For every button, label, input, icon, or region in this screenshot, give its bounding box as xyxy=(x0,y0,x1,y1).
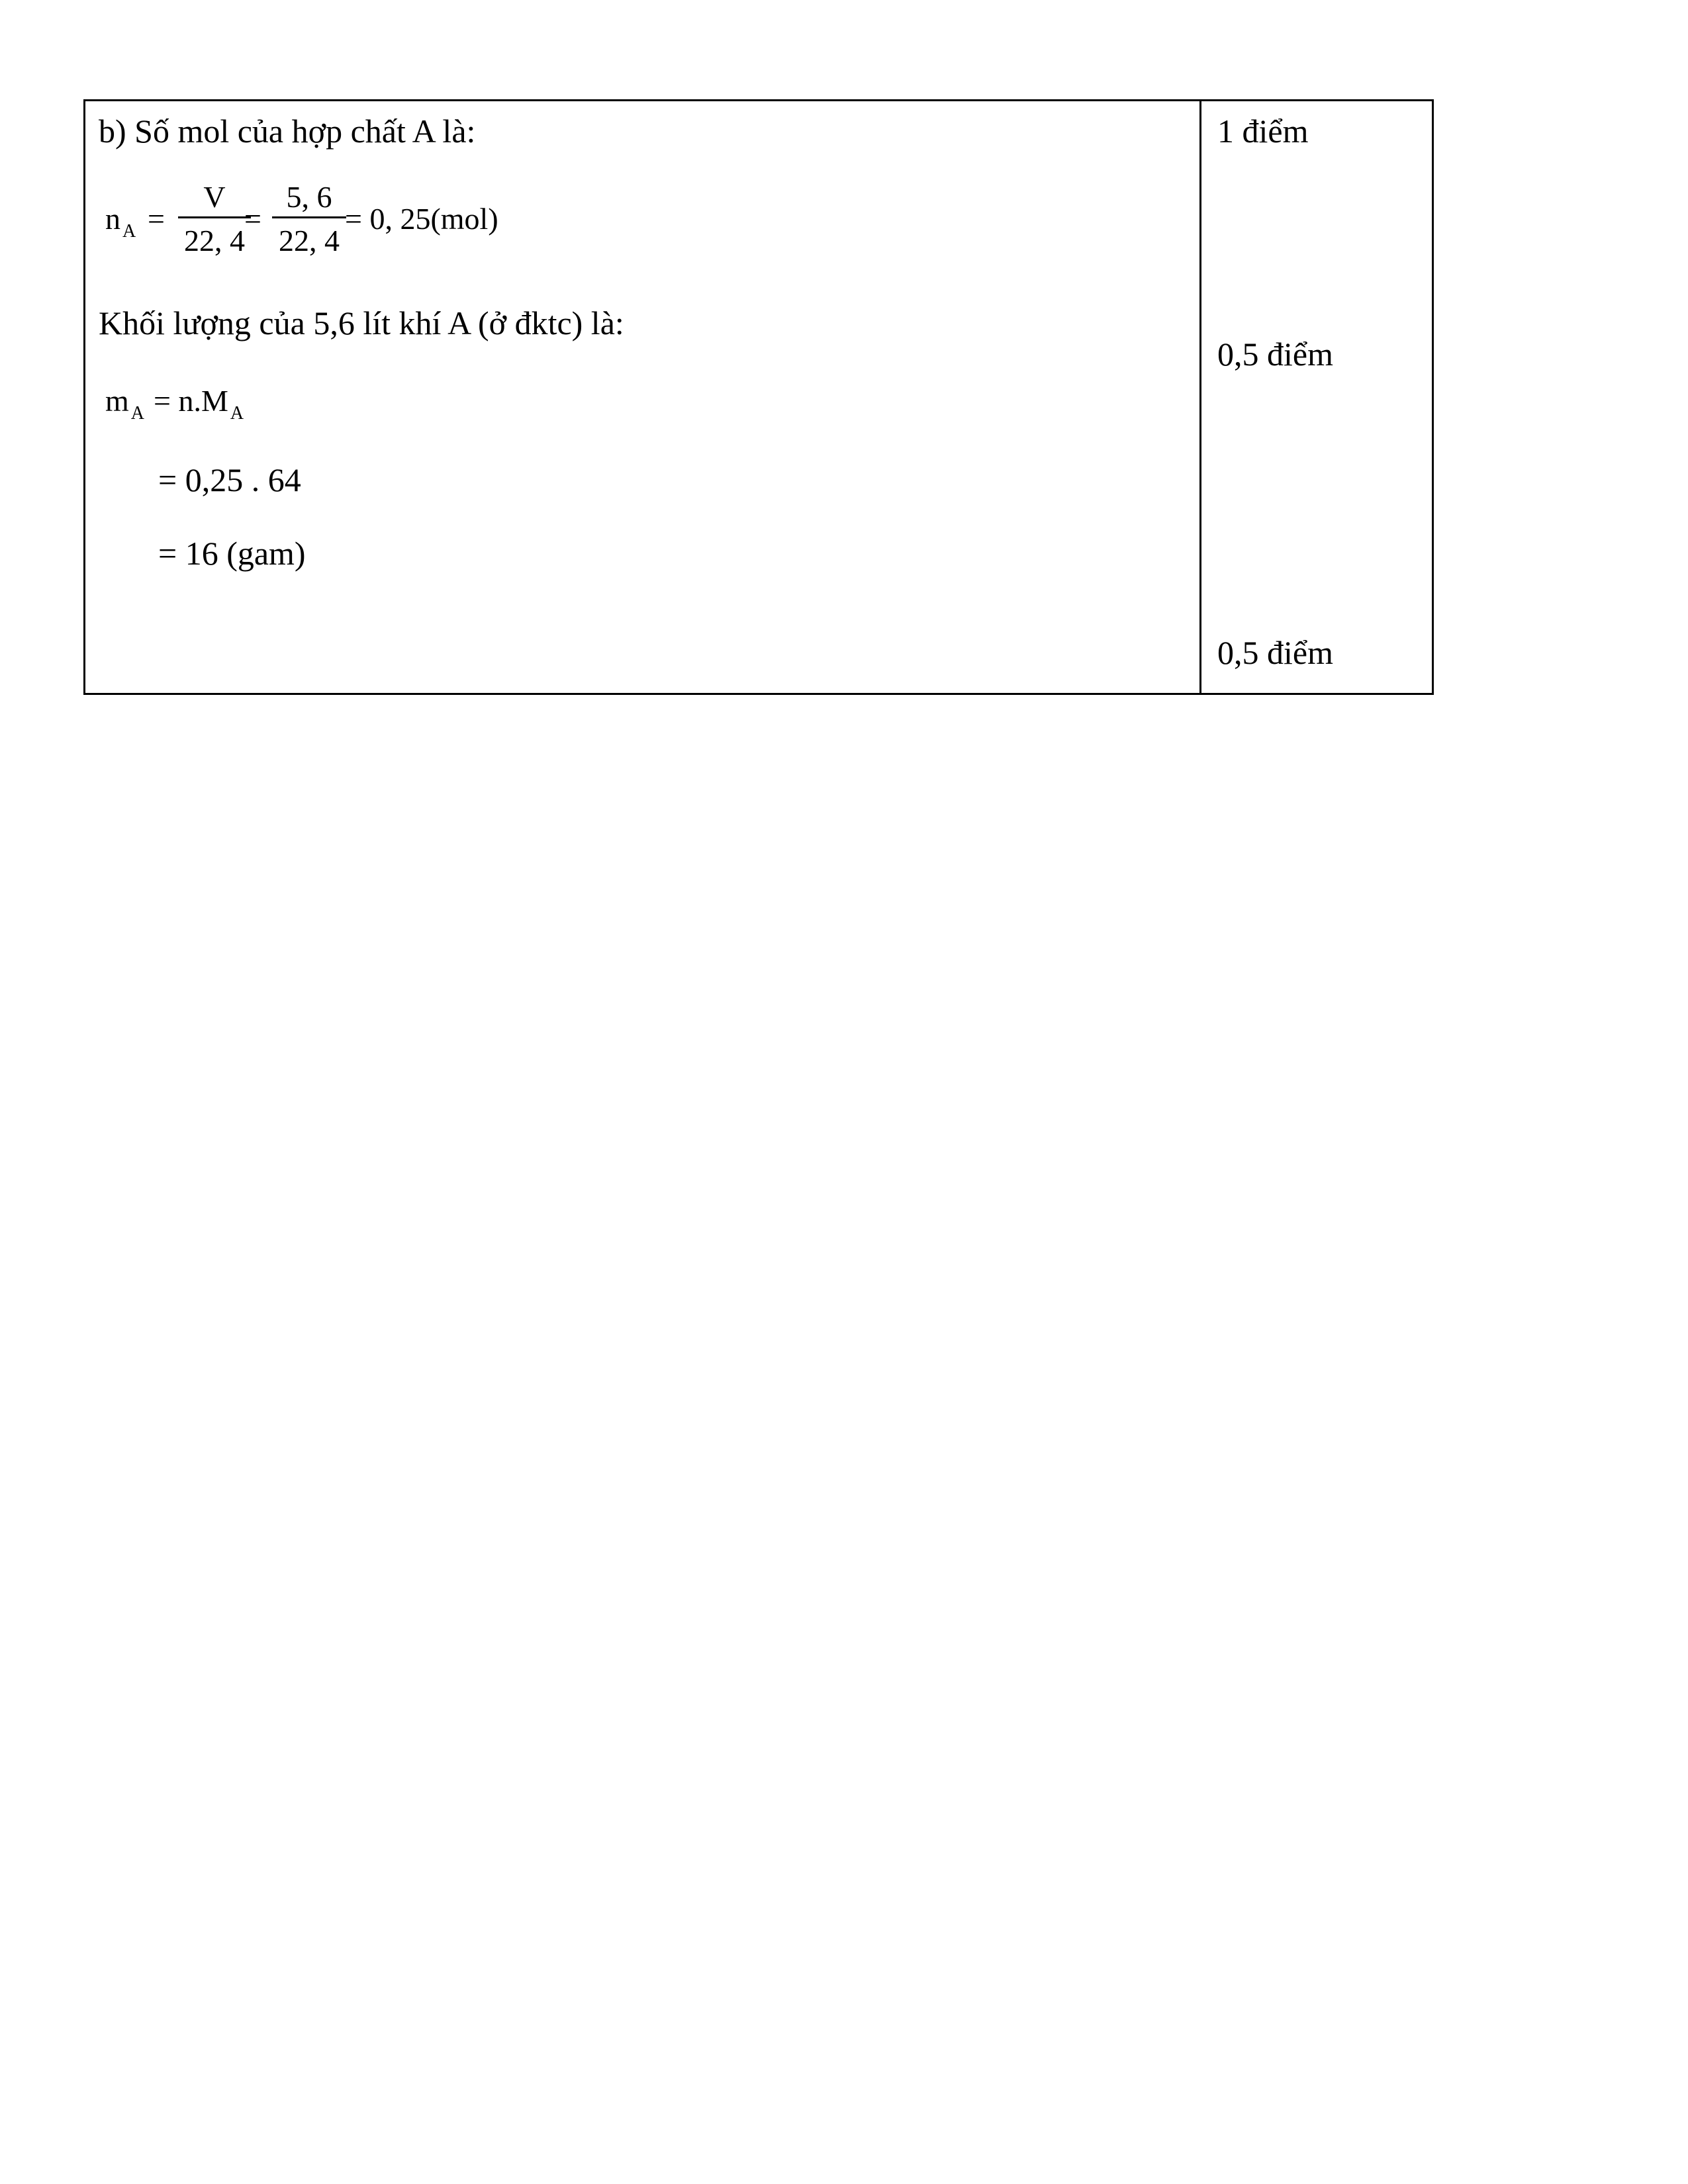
moles-result: = 0, 25(mol) xyxy=(345,202,498,236)
frac1-numerator: V xyxy=(203,180,226,214)
mass-rhs: = n.M xyxy=(154,384,228,418)
moles-lhs-sub: A xyxy=(122,221,136,242)
score-3: 0,5 điểm xyxy=(1217,634,1333,671)
moles-eq1: = xyxy=(148,202,165,236)
frac2-denominator: 22, 4 xyxy=(279,224,340,257)
frac2-numerator: 5, 6 xyxy=(286,180,332,214)
mass-step-1: = 0,25 . 64 xyxy=(158,461,301,498)
mass-step-2: = 16 (gam) xyxy=(158,535,306,572)
mass-lhs-var: m xyxy=(105,384,129,418)
moles-eq2: = xyxy=(244,202,261,236)
answer-heading: b) Số mol của hợp chất A là: xyxy=(99,113,476,150)
mass-lhs-sub: A xyxy=(130,403,145,424)
frac1-bar xyxy=(178,216,251,218)
frac1-denominator: 22, 4 xyxy=(184,224,245,257)
mass-formula xyxy=(105,384,244,424)
moles-lhs-var: n xyxy=(105,202,120,236)
answer-table xyxy=(83,99,1434,695)
mass-intro: Khối lượng của 5,6 lít khí A (ở đktc) là: xyxy=(99,304,624,341)
frac2-bar xyxy=(272,216,346,218)
score-2: 0,5 điểm xyxy=(1217,336,1333,373)
column-divider xyxy=(1199,101,1201,693)
mass-rhs-sub: A xyxy=(230,403,244,424)
score-1: 1 điểm xyxy=(1217,113,1309,150)
moles-lhs xyxy=(105,202,136,242)
